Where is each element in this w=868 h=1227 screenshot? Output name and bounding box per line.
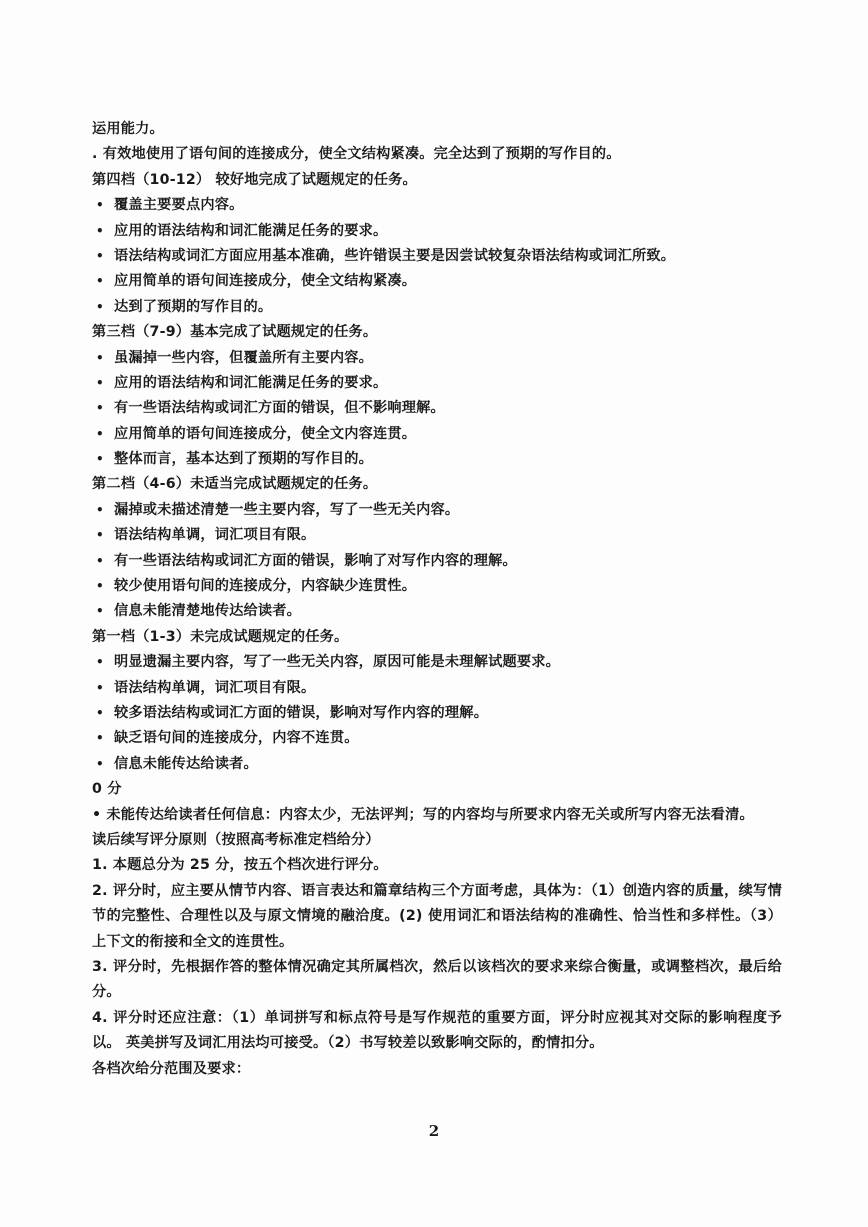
bullet-text: 漏掉或未描述清楚一些主要内容，写了一些无关内容。 bbox=[114, 501, 460, 518]
bullet-text: 较多语法结构或词汇方面的错误，影响对写作内容的理解。 bbox=[114, 704, 489, 721]
paragraph: 3. 评分时，先根据作答的整体情况确定其所属档次，然后以该档次的要求来综合衡量，或调整档次，最后给分。 bbox=[92, 958, 782, 1001]
bullet-text: 信息未能传达给读者。 bbox=[114, 755, 258, 772]
bullet-marker: • bbox=[96, 299, 104, 314]
bullet-text: 语法结构单调，词汇项目有限。 bbox=[114, 679, 316, 696]
section-heading: 第一档（1-3）未完成试题规定的任务。 bbox=[92, 628, 349, 645]
bullet-item bbox=[92, 701, 782, 726]
bullet-item bbox=[92, 219, 782, 244]
text-line: 运用能力。 bbox=[92, 121, 164, 137]
bullet-text: 较少使用语句间的连接成分，内容缺少连贯性。 bbox=[114, 578, 417, 595]
bullet-text: 有一些语法结构或词汇方面的错误，但不影响理解。 bbox=[114, 400, 445, 417]
bullet-marker: • bbox=[96, 198, 104, 213]
document-body bbox=[92, 117, 782, 1082]
bullet-text: 应用简单的语句间连接成分，使全文内容连贯。 bbox=[114, 425, 417, 442]
bullet-text: 应用的语法结构和词汇能满足任务的要求。 bbox=[114, 222, 388, 239]
bullet-marker: • bbox=[96, 680, 104, 695]
bullet-item bbox=[92, 599, 782, 624]
bullet-text: 语法结构或词汇方面应用基本准确，些许错误主要是因尝试较复杂语法结构或词汇所致。 bbox=[114, 247, 676, 264]
bullet-marker: • bbox=[96, 426, 104, 441]
bullet-item bbox=[92, 447, 782, 472]
bullet-marker: • bbox=[96, 579, 104, 594]
bullet-marker: • bbox=[96, 528, 104, 543]
bullet-item bbox=[92, 396, 782, 421]
bullet-item bbox=[92, 523, 782, 548]
bullet-item bbox=[92, 346, 782, 371]
bullet-marker: • bbox=[96, 223, 104, 238]
bullet-marker: • bbox=[96, 731, 104, 746]
bullet-text: 应用的语法结构和词汇能满足任务的要求。 bbox=[114, 374, 388, 391]
text-line: 1. 本题总分为 25 分，按五个档次进行评分。 bbox=[92, 857, 388, 874]
bullet-text: 虽漏掉一些内容，但覆盖所有主要内容。 bbox=[114, 349, 373, 366]
bullet-item bbox=[92, 422, 782, 447]
bullet-marker: • bbox=[96, 375, 104, 390]
section-heading: 读后续写评分原则（按照高考标准定档给分） bbox=[92, 831, 380, 848]
bullet-marker: • bbox=[96, 401, 104, 416]
bullet-marker: • bbox=[96, 248, 104, 263]
bullet-marker: • bbox=[96, 705, 104, 720]
section-heading: 第三档（7-9）基本完成了试题规定的任务。 bbox=[92, 324, 378, 341]
bullet-text: 达到了预期的写作目的。 bbox=[114, 298, 273, 315]
bullet-marker: • bbox=[96, 452, 104, 467]
bullet-text: 信息未能清楚地传达给读者。 bbox=[114, 603, 302, 620]
bullet-text: 整体而言，基本达到了预期的写作目的。 bbox=[114, 451, 373, 468]
bullet-item bbox=[92, 498, 782, 523]
paragraph: 4. 评分时还应注意：（1）单词拼写和标点符号是写作规范的重要方面，评分时应视其对交际的影响程度予以。 英美拼写及词汇用法均可接受。（2）书写较差以致影响交际的，酌情扣分。 bbox=[92, 1009, 782, 1052]
section-heading: 第四档（10-12） 较好地完成了试题规定的任务。 bbox=[92, 171, 417, 188]
paragraph: • 未能传达给读者任何信息：内容太少，无法评判；写的内容均与所要求内容无关或所写内容无法看清。 bbox=[92, 806, 754, 823]
bullet-marker: • bbox=[96, 655, 104, 670]
section-heading: 第二档（4-6）未适当完成试题规定的任务。 bbox=[92, 476, 378, 493]
paragraph: 2. 评分时，应主要从情节内容、语言表达和篇章结构三个方面考虑，具体为：（1）创造内容的质量，续写情节的完整性、合理性以及与原文情境的融洽度。(2) 使用词汇和语法结构的准确性、恰当性和多样性。（3）上下文的衔接和全文的连贯性。 bbox=[92, 882, 782, 950]
bullet-text: 覆盖主要要点内容。 bbox=[114, 197, 244, 214]
bullet-marker: • bbox=[96, 756, 104, 771]
bullet-item bbox=[92, 574, 782, 599]
bullet-item bbox=[92, 650, 782, 675]
bullet-text: 缺乏语句间的连接成分，内容不连贯。 bbox=[114, 730, 359, 747]
bullet-marker: • bbox=[96, 553, 104, 568]
bullet-marker: • bbox=[96, 502, 104, 517]
page-number: 2 bbox=[428, 1122, 440, 1140]
bullet-item bbox=[92, 193, 782, 218]
bullet-item bbox=[92, 752, 782, 777]
text-line: 各档次给分范围及要求： bbox=[92, 1060, 251, 1077]
section-heading: 0 分 bbox=[92, 781, 122, 798]
bullet-item bbox=[92, 676, 782, 701]
bullet-text: 明显遗漏主要内容，写了一些无关内容，原因可能是未理解试题要求。 bbox=[114, 654, 561, 671]
bullet-marker: • bbox=[96, 274, 104, 289]
bullet-item bbox=[92, 295, 782, 320]
bullet-text: 语法结构单调，词汇项目有限。 bbox=[114, 527, 316, 544]
bullet-text: 应用简单的语句间连接成分，使全文结构紧凑。 bbox=[114, 273, 417, 290]
bullet-item bbox=[92, 269, 782, 294]
bullet-text: 有一些语法结构或词汇方面的错误，影响了对写作内容的理解。 bbox=[114, 552, 517, 569]
bullet-item bbox=[92, 371, 782, 396]
bullet-marker: • bbox=[96, 350, 104, 365]
text-line: . 有效地使用了语句间的连接成分，使全文结构紧凑。完全达到了预期的写作目的。 bbox=[92, 146, 621, 163]
bullet-item bbox=[92, 549, 782, 574]
bullet-item bbox=[92, 726, 782, 751]
bullet-item bbox=[92, 244, 782, 269]
bullet-marker: • bbox=[96, 604, 104, 619]
